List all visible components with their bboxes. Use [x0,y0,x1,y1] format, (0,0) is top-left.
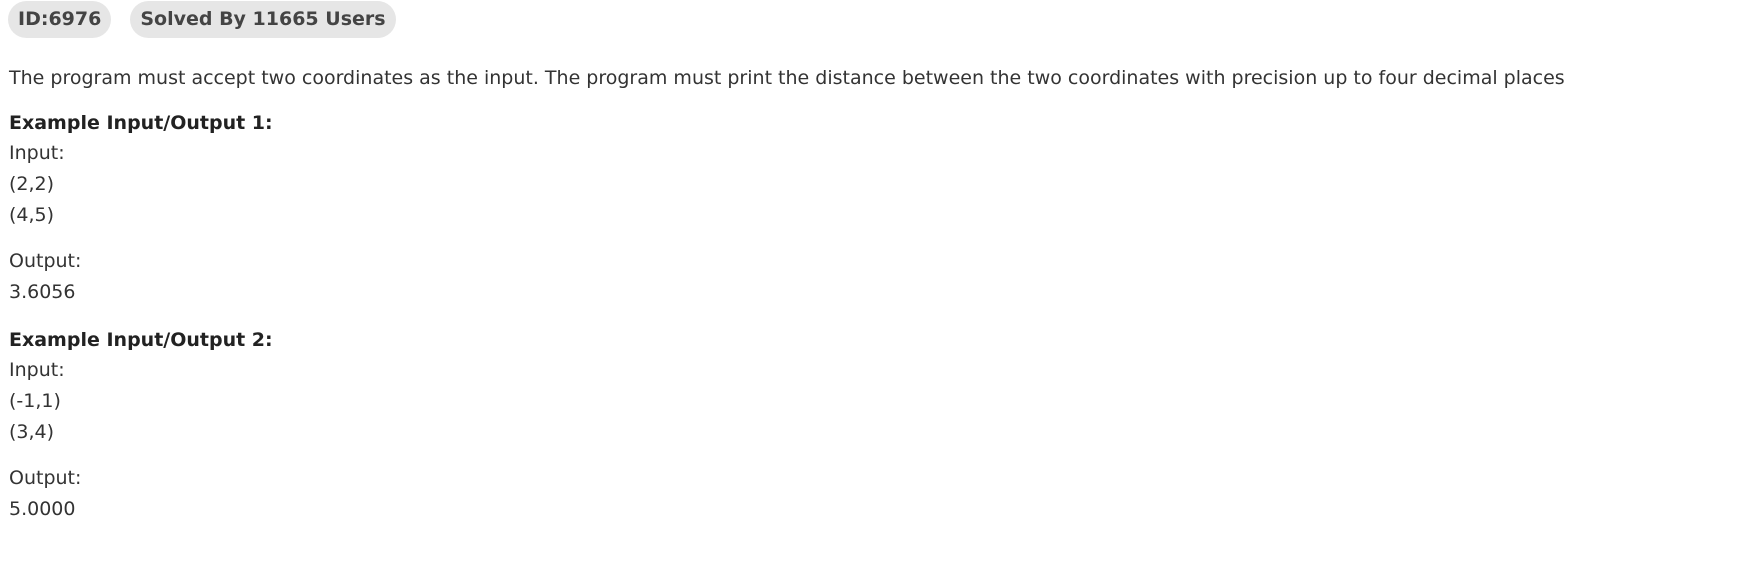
input-line: (2,2) [9,173,55,195]
input-line: (3,4) [9,421,55,443]
output-label: Output: [9,467,82,489]
output-block [9,463,1755,525]
output-value: 5.0000 [9,498,76,520]
output-label: Output: [9,250,82,272]
input-line: (4,5) [9,204,55,226]
example-1 [9,111,1755,308]
output-value: 3.6056 [9,281,76,303]
input-label: Input: [9,142,65,164]
problem-description: The program must accept two coordinates as the input. The program must print the distance between the two coordinates with precision up to four decimal places [9,67,1565,89]
output-block [9,246,1755,308]
badge-row [9,0,1755,38]
example-2 [9,328,1755,525]
example-title: Example Input/Output 1: [9,112,273,134]
input-label: Input: [9,359,65,381]
input-line: (-1,1) [9,390,61,412]
problem-id-badge: ID:6976 [8,1,111,38]
example-title: Example Input/Output 2: [9,329,273,351]
solved-count-badge: Solved By 11665 Users [130,1,395,38]
